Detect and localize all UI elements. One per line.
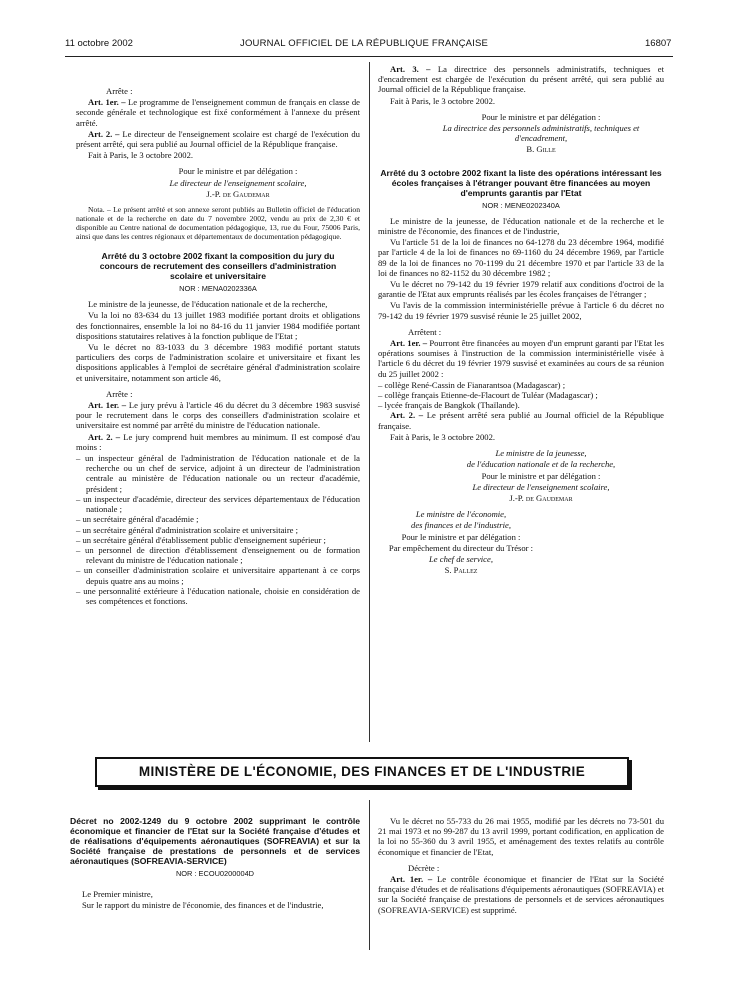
list-item: – collège français Etienne-de-Flacourt de Tuléar (Madagascar) ; [378,390,598,401]
article-text: Le directeur de l'enseignement scolaire est chargé de l'exécution du présent arrêté, qui sera publié au Journal officiel de la République française. [76,128,360,150]
article-text: Le jury prévu à l'article 46 du décret du 3 décembre 1983 susvisé pour le recrutement dans le corps des conseillers d'administration scolaire et universitaire est nommé par arrêté du ministre de l'éducation nationale. [76,400,360,431]
ministry-title: MINISTÈRE DE L'ÉCONOMIE, DES FINANCES ET DE L'INDUSTRIE [138,764,586,779]
list-item: – un secrétaire général d'établissement public d'enseignement supérieur ; [76,534,326,545]
header-journal-title: JOURNAL OFFICIEL DE LA RÉPUBLIQUE FRANÇAISE [240,38,489,49]
signature-date: Fait à Paris, le 3 octobre 2002. [390,95,496,106]
signatory-title: Le directeur de l'enseignement scolaire, [472,481,610,492]
list-item: – une personnalité extérieure à l'éducation nationale, choisie en considération de ses compétences et fonctions. [76,585,360,606]
signatory-name: S. Pallez [444,565,478,576]
article-label: Art. 2. – [88,431,121,442]
article-2 [378,410,664,430]
paragraph: Vu le décret no 55-733 du 26 mai 1955, modifié par les décrets no 73-501 du 21 mai 1973 et no 99-287 du 13 avril 1999, portant codification, en application de la loi no 55-360 du 3 avril 1955, et aménagement des textes relatifs au contrôle économique et financier de l'Etat, [378,816,664,857]
signatory-title: des finances et de l'industrie, [411,520,511,531]
article-2 [76,129,360,149]
article-text: Pourront être financées au moyen d'un emprunt garanti par l'Etat les opérations soumises à l'instruction de la commission interministérielle visée à l'article 6 du décret du 19 février 1979 susvisé et examinées au cours de sa réunion du 25 juillet 2002 : [378,338,664,379]
signatory-name: J.-P. de Gaudemar [206,188,270,199]
delegation-line: Pour le ministre et par délégation : [178,166,298,177]
delegation-line: Pour le ministre et par délégation : [481,111,601,122]
article-text: Le présent arrêté sera publié au Journal officiel de la République française. [378,410,664,431]
list-item: – un secrétaire général d'administration scolaire et universitaire ; [76,524,299,535]
article-label: Art. 3. – [390,64,431,74]
signatory-name: J.-P. de Gaudemar [509,492,573,503]
paragraph: Vu la loi no 83-634 du 13 juillet 1983 modifiée portant droits et obligations des fonctionnaires, ensemble la loi no 84-16 du 11 janvier 1984 modifiée portant dispositions statutaires relatives à la fonction publique de l'Etat ; [76,310,360,341]
delegation-line: Pour le ministre et par délégation : [401,531,521,542]
article-text: Le programme de l'enseignement commun de français en classe de seconde générale et technologique est fixé conformément à l'annexe du présent arrêté. [76,97,360,128]
article-text: Le contrôle économique et financier de l'Etat sur la Société française d'études et de réalisations d'équipements aéronautiques (SOFREAVIA) et sur la Société française de prestations de personnels et de services aéronautiques (SOFREAVIA-SERVICE) est supprimé. [378,874,664,915]
signatory-title: La directrice des personnels administratifs, techniques et d'encadrement, [442,123,640,144]
running-header [0,38,748,54]
paragraph: Le ministre de la jeunesse, de l'éducation nationale et de la recherche, [88,299,328,310]
decree-title: Arrêté du 3 octobre 2002 fixant la liste des opérations intéressant les écoles françaises à l'étranger pouvant être financées au moyen d'emprunts garantis par l'Etat [380,167,662,198]
article-label: Art. 1er. – [390,338,428,349]
paragraph: Vu le décret no 79-142 du 19 février 1979 relatif aux conditions d'octroi de la garantie de l'Etat aux emprunts réalisés par les écoles françaises de l'étranger ; [378,279,664,300]
article-text: La directrice des personnels administratifs, techniques et d'encadrement est chargée de l'exécution du présent arrêté, qui sera publié au Journal officiel de la République française. [378,64,665,95]
signatory-title: de l'éducation nationale et de la recherche, [466,459,616,470]
decree-title: Arrêté du 3 octobre 2002 fixant la composition du jury du concours de recrutement des conseillers d'administration scolaire et universitaire [99,251,337,282]
article-label: Art. 2. – [390,410,424,421]
list-item: – un inspecteur d'académie, directeur des services départementaux de l'éducation nationale ; [76,493,360,515]
signatory-name: B. Gille [526,144,556,155]
paragraph: Vu le décret no 83-1033 du 3 décembre 1983 modifié portant statuts particuliers des corps de l'administration scolaire et universitaire et fixant les dispositions applicables à l'emploi de secrétaire général d'administration scolaire et universitaire, notamment son article 46, [76,342,360,383]
article-3 [378,64,664,95]
paragraph: Vu l'avis de la commission interministérielle prévue à l'article 6 du décret no 79-142 du 19 février 1979 susvisé réunie le 25 juillet 2002, [378,300,664,321]
left-column [76,86,360,606]
list-item: – un conseiller d'administration scolaire et universitaire appartenant à ce corps depuis quatre ans au moins ; [76,565,360,586]
nor-reference: NOR : ECOU0200004D [175,869,255,878]
article-label: Art. 1er. – [88,400,127,411]
header-date: 11 octobre 2002 [65,38,133,49]
article-1 [76,97,360,128]
signatory-title: Le chef de service, [429,553,493,564]
list-item: – un inspecteur général de l'administration de l'éducation nationale et de la recherche ou un chef de service, adjoint à un directeur de l'administration centrale au ministère de l'éducation nationale ou un recteur d'académie, président ; [76,453,360,494]
article-1 [76,400,360,431]
arrete-heading: Arrête : [106,388,133,399]
header-page-number: 16807 [645,38,672,49]
column-divider-bottom [369,800,370,950]
nota-note: Nota. – Le présent arrêté et son annexe seront publiés au Bulletin officiel de l'éducation nationale et de la recherche en date du 7 novembre 2002, vendu au prix de 2,30 € et disponible au Centre national de documentation pédagogique, 13, rue du Four, 75006 Paris, ainsi que dans les centres régionaux et départementaux de documentation pédagogique. [76,205,360,242]
nor-reference: NOR : MENA0202336A [179,284,257,294]
article-label: Art. 1er. – [390,874,433,885]
list-item: – lycée français de Bangkok (Thaïlande). [378,400,520,411]
signatory-title: Le directeur de l'enseignement scolaire, [169,177,307,188]
decrete-heading: Décrète : [408,862,440,873]
nor-reference: NOR : MENE0202340A [482,200,560,210]
article-1 [378,874,664,915]
article-2 [76,432,360,452]
paragraph: Vu l'article 51 de la loi de finances no 64-1278 du 23 décembre 1964, modifié par l'article 4 de la loi de finances no 69-1160 du 24 décembre 1969, par l'article 89 de la loi de finances no 70-1199 du 21 décembre 1970 et par l'article 33 de la loi de finances no 82-1152 du 30 décembre 1982 ; [378,237,664,278]
signatory-title: Le ministre de la jeunesse, [495,448,587,459]
column-divider-top [369,62,370,742]
delegation-line: Par empêchement du directeur du Trésor : [388,542,534,553]
list-item: – un secrétaire général d'académie ; [76,514,199,525]
signatory-title: Le ministre de l'économie, [415,509,507,520]
right-column [378,64,664,576]
paragraph: Sur le rapport du ministre de l'économie, des finances et de l'industrie, [82,900,324,911]
arretent-heading: Arrêtent : [408,326,442,337]
list-item: – collège René-Cassin de Fianarantsoa (Madagascar) ; [378,379,566,390]
paragraph: Le Premier ministre, [82,889,153,900]
bottom-left-column [70,816,360,912]
paragraph: Le ministre de la jeunesse, de l'éducation nationale et de la recherche et le ministre de l'économie, des finances et de l'industrie, [378,215,664,237]
jury-member-list [76,453,360,606]
operations-list [378,380,664,411]
arrete-heading: Arrête : [106,86,133,96]
decree-title: Décret no 2002-1249 du 9 octobre 2002 supprimant le contrôle économique et financier de l'Etat sur la Société française d'études et de réalisations d'équipements aéronautiques (SOFREAVIA) et sur la Société française de prestations de personnels et de services aéronautiques (SOFREAVIA-SERVICE) [70,816,360,866]
header-rule [65,56,673,57]
signature-date: Fait à Paris, le 3 octobre 2002. [88,150,194,161]
ministry-banner [95,757,629,787]
signature-date: Fait à Paris, le 3 octobre 2002. [390,431,496,442]
bottom-right-column [378,816,664,916]
article-text: Le jury comprend huit membres au minimum. Il est composé d'au moins : [76,431,360,452]
article-label: Art. 2. – [88,128,120,139]
article-label: Art. 1er. – [88,97,126,108]
delegation-line: Pour le ministre et par délégation : [481,470,601,481]
article-1 [378,338,664,379]
list-item: – un personnel de direction d'établissement d'enseignement ou de formation relevant du ministre de l'éducation nationale ; [76,544,360,566]
